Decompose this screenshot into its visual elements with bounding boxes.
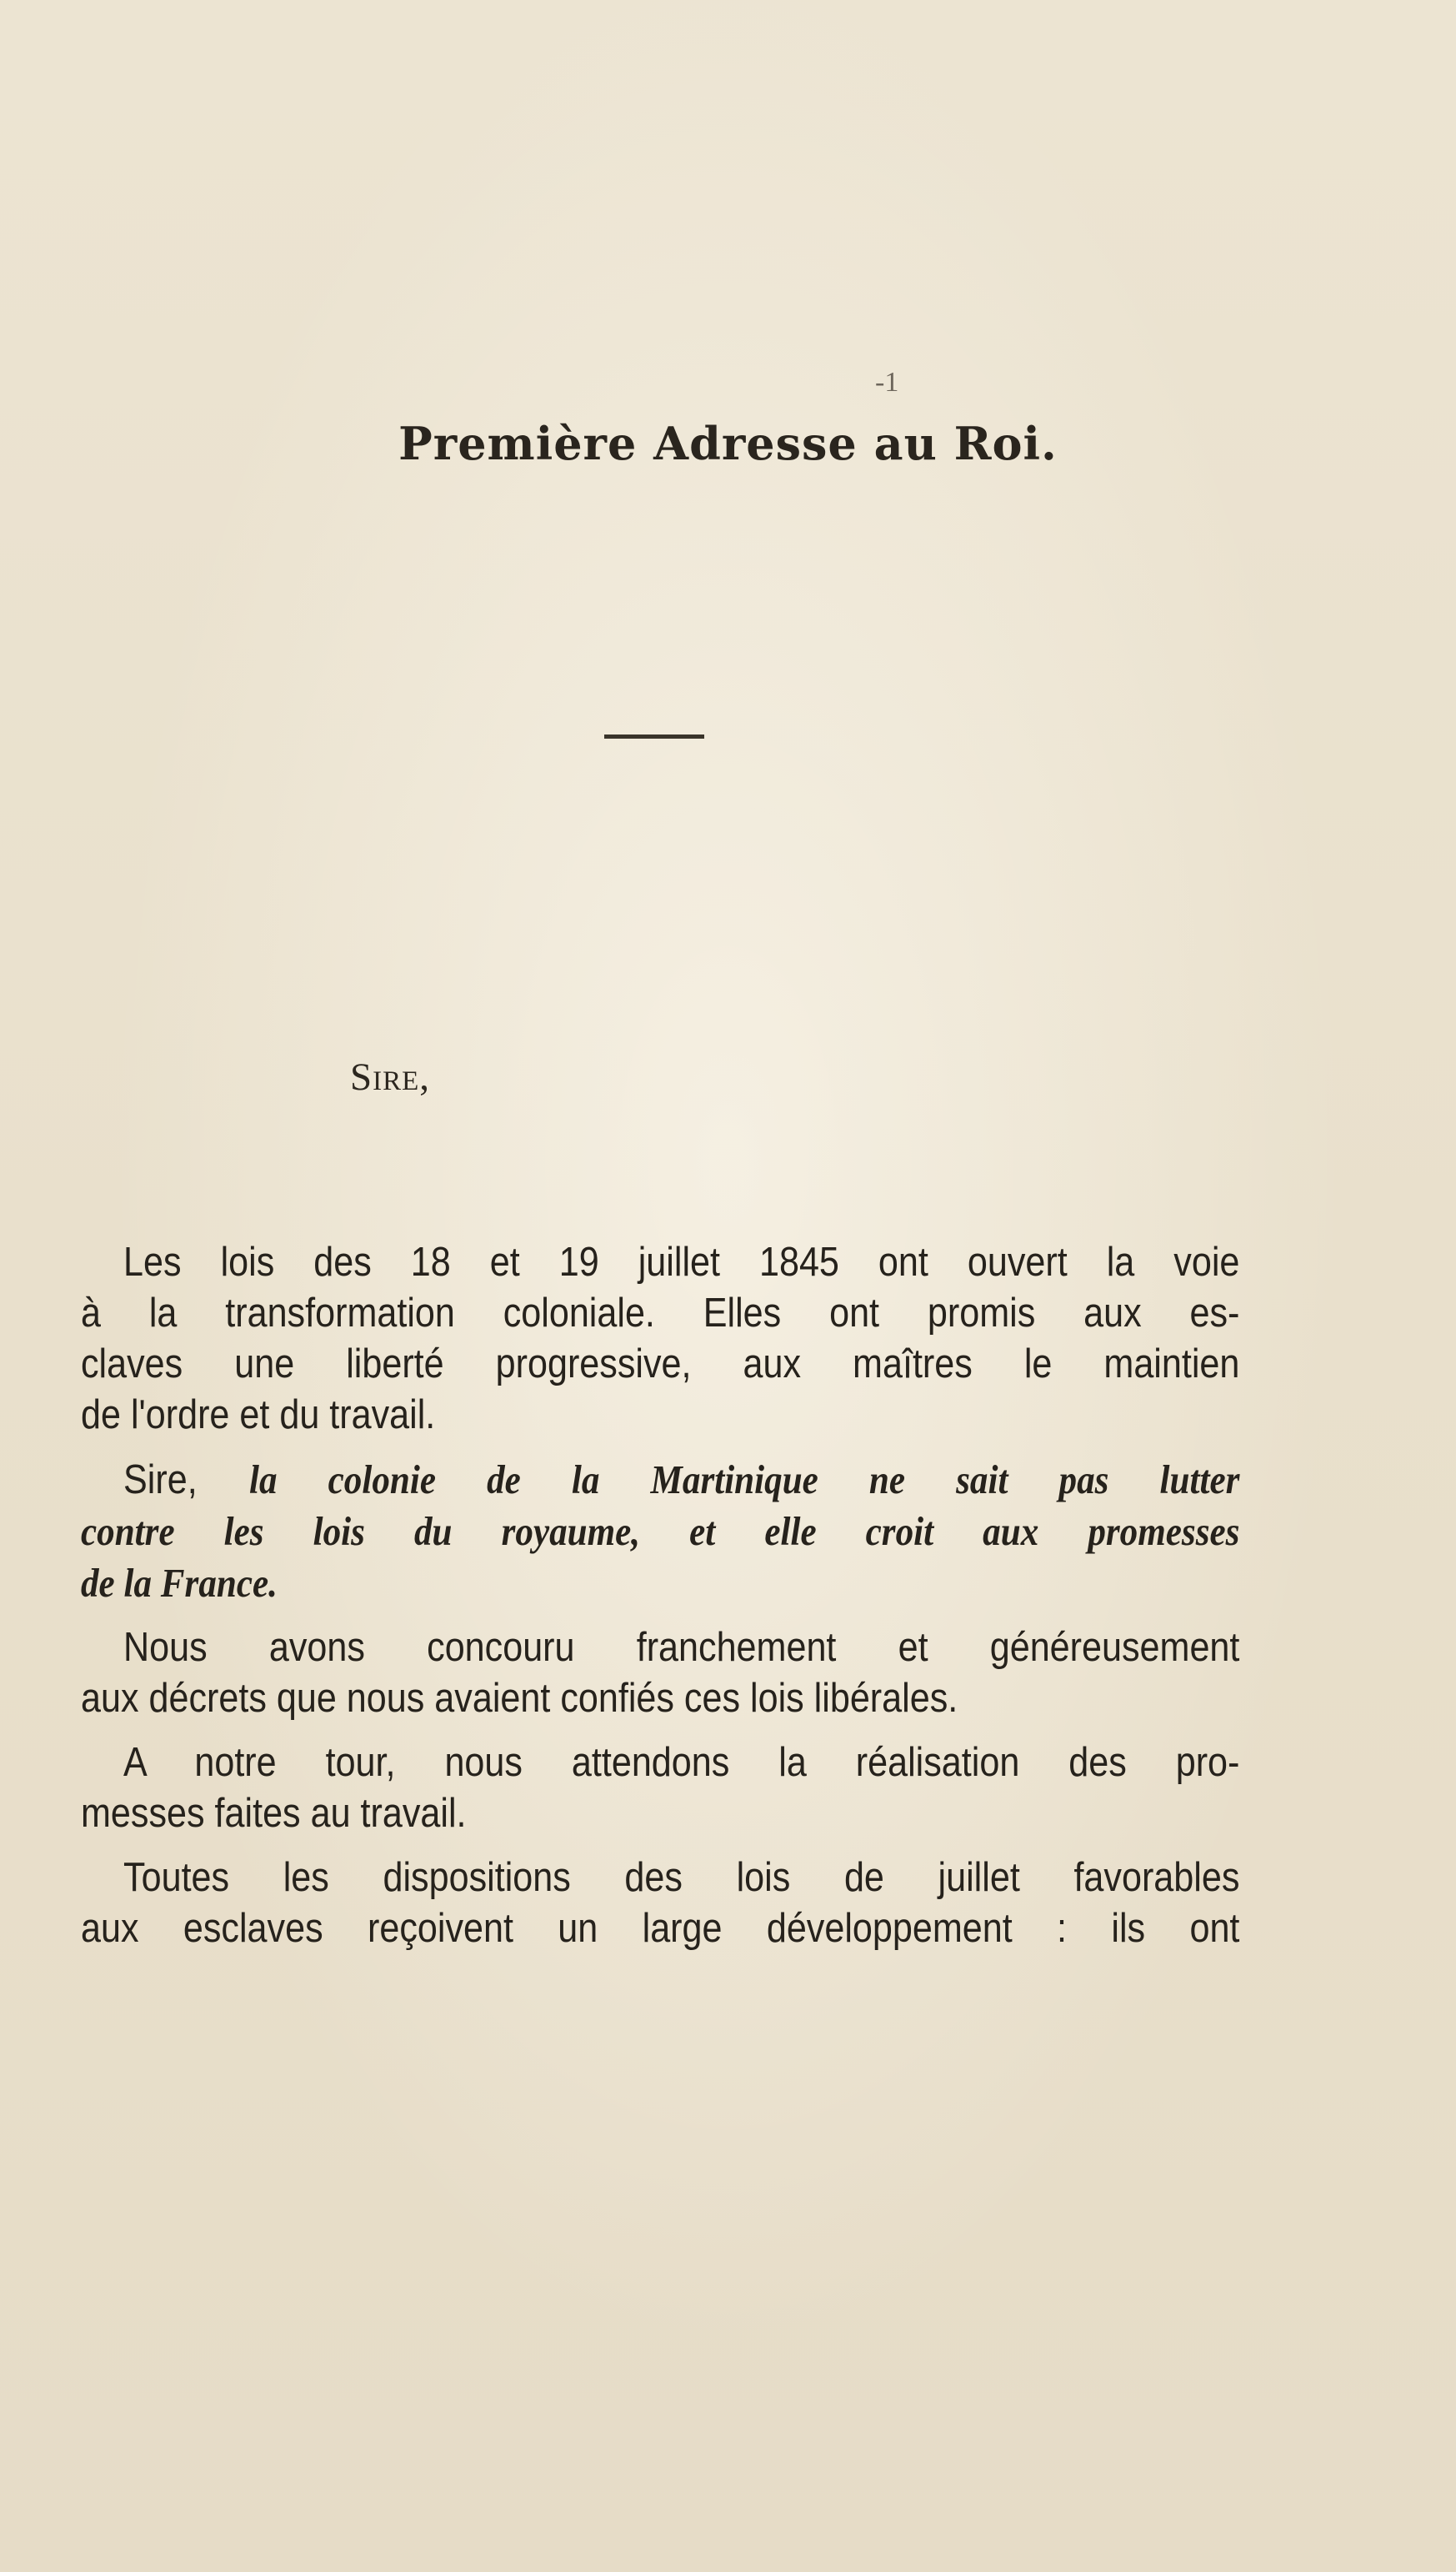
paragraph-4-line-2: messes faites au travail. — [81, 1791, 467, 1836]
paragraph-3 — [81, 1622, 1239, 1724]
paragraph-4-line-1: A notre tour, nous attendons la réalisation des pro- — [123, 1740, 1240, 1785]
paragraph-1-line-3: claves une liberté progressive, aux maîtres le maintien — [81, 1341, 1240, 1386]
salutation-text: Sire, — [350, 1055, 431, 1099]
paragraph-5-line-2: aux esclaves reçoivent un large développement : ils ont — [81, 1906, 1240, 1951]
salutation — [350, 1055, 430, 1100]
paragraph-3-line-2: aux décrets que nous avaient confiés ces lois libérales. — [81, 1676, 958, 1721]
paragraph-3-line-1: Nous avons concouru franchement et généreusement — [123, 1625, 1240, 1670]
paragraph-1 — [81, 1237, 1239, 1441]
page-title: Première Adresse au Roi. — [398, 417, 1058, 470]
paragraph-1-line-2: à la transformation coloniale. Elles ont promis aux es- — [81, 1291, 1240, 1336]
paragraph-4 — [81, 1737, 1239, 1839]
paragraph-1-line-4: de l'ordre et du travail. — [81, 1392, 436, 1437]
paragraph-1-line-1: Les lois des 18 et 19 juillet 1845 ont ouvert la voie — [123, 1240, 1240, 1285]
page-number-mark: -1 — [875, 367, 899, 398]
body-text — [81, 1237, 1239, 1968]
paragraph-2-line-2: contre les lois du royaume, et elle croit aux promesses — [81, 1508, 1240, 1554]
paragraph-2-line-3: de la France. — [81, 1560, 278, 1606]
paragraph-2-line-1: Sire, la colonie de la Martinique ne sait pas lutter — [123, 1456, 1240, 1502]
title-divider — [604, 734, 704, 739]
paragraph-5-line-1: Toutes les dispositions des lois de juillet favorables — [123, 1855, 1240, 1900]
paragraph-5 — [81, 1853, 1239, 1954]
paragraph-2 — [81, 1454, 1239, 1609]
